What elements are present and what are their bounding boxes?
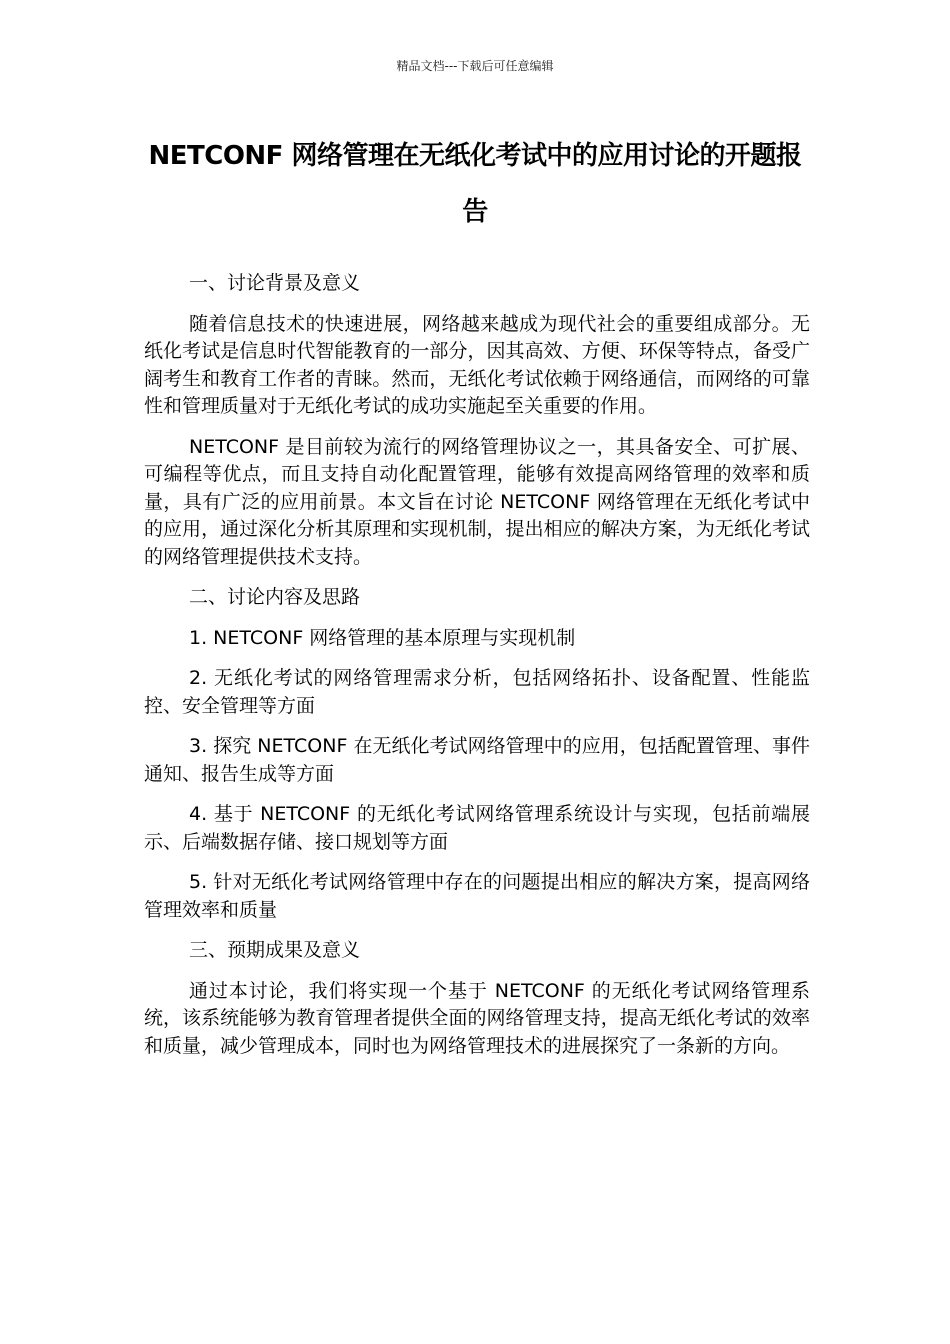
section-3-heading: 三、预期成果及意义 — [189, 939, 361, 961]
document-title: NETCONF 网络管理在无纸化考试中的应用讨论的开题报告 — [148, 141, 802, 227]
section-2-item-2: 2. 无纸化考试的网络管理需求分析，包括网络拓扑、设备配置、性能监控、安全管理等方面 — [144, 667, 810, 717]
section-1-paragraph-2: NETCONF 是目前较为流行的网络管理协议之一，其具备安全、可扩展、可编程等优点，而且支持自动化配置管理，能够有效提高网络管理的效率和质量，具有广泛的应用前景。本文旨在讨论 NETCONF 网络管理在无纸化考试中的应用，通过深化分析其原理和实现机制，提出相应的解决方案，为无纸化考试的网络管理提供技术支持。 — [144, 435, 810, 568]
section-2-heading: 二、讨论内容及思路 — [189, 586, 361, 608]
section-2-item-3: 3. 探究 NETCONF 在无纸化考试网络管理中的应用，包括配置管理、事件通知、报告生成等方面 — [144, 735, 810, 785]
section-3-paragraph-1: 通过本讨论，我们将实现一个基于 NETCONF 的无纸化考试网络管理系统，该系统能够为教育管理者提供全面的网络管理支持，提高无纸化考试的效率和质量，减少管理成本，同时也为网络管理技术的进展探究了一条新的方向。 — [144, 979, 810, 1057]
header-note: 精品文档---下载后可任意编辑 — [396, 59, 554, 73]
section-2-item-5: 5. 针对无纸化考试网络管理中存在的问题提出相应的解决方案，提高网络管理效率和质量 — [144, 871, 810, 921]
document-body — [144, 270, 810, 1073]
section-1-heading: 一、讨论背景及意义 — [189, 272, 361, 294]
section-2-item-1: 1. NETCONF 网络管理的基本原理与实现机制 — [189, 626, 576, 649]
section-1-paragraph-1: 随着信息技术的快速进展，网络越来越成为现代社会的重要组成部分。无纸化考试是信息时代智能教育的一部分，因其高效、方便、环保等特点，备受广阔考生和教育工作者的青睐。然而，无纸化考试依赖于网络通信，而网络的可靠性和管理质量对于无纸化考试的成功实施起至关重要的作用。 — [144, 312, 810, 417]
section-2-item-4: 4. 基于 NETCONF 的无纸化考试网络管理系统设计与实现，包括前端展示、后端数据存储、接口规划等方面 — [144, 803, 810, 853]
